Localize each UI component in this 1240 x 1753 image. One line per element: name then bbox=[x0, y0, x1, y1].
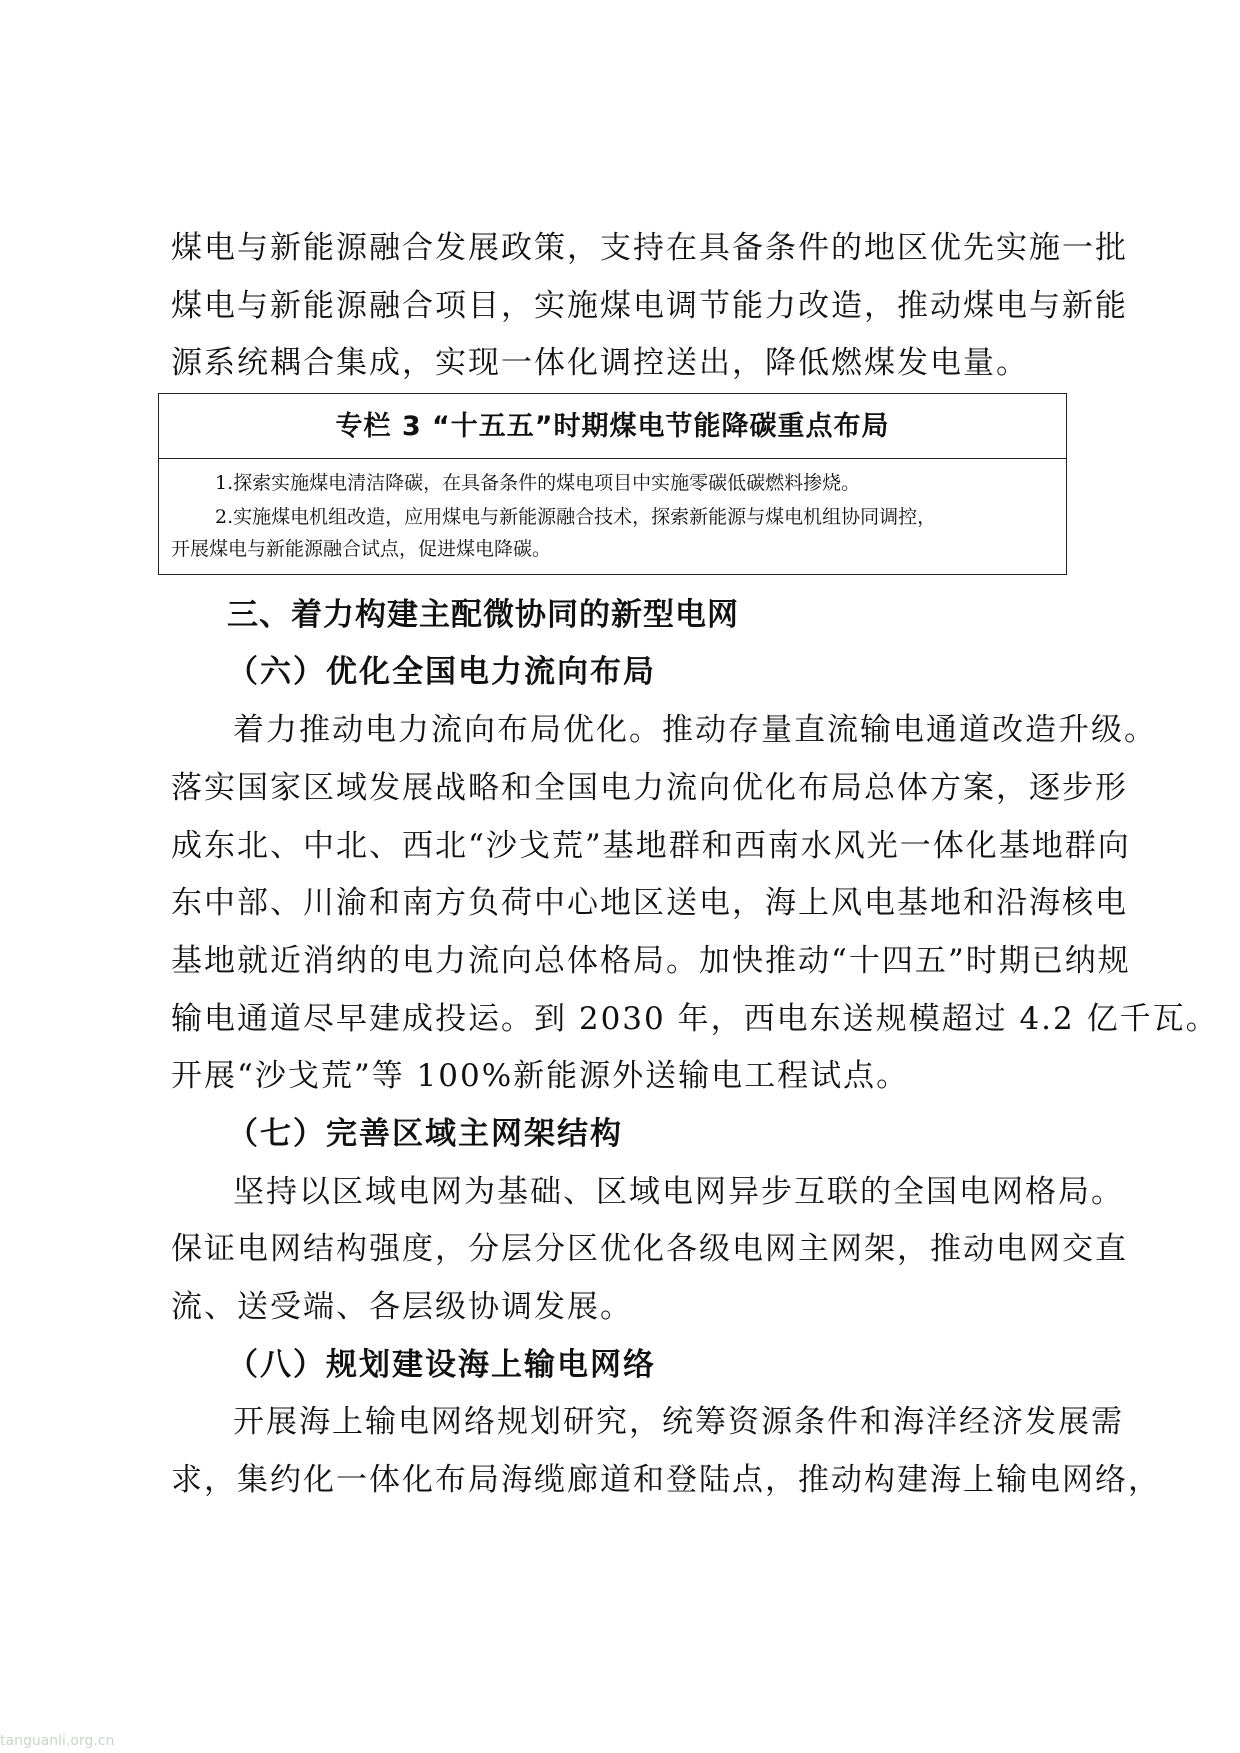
body-text-line: 落实国家区域发展战略和全国电力流向优化布局总体方案，逐步形 bbox=[171, 770, 1128, 806]
subsection-title: （六）优化全国电力流向布局 bbox=[227, 654, 656, 690]
special-column-title: 专栏 3 “十五五”时期煤电节能降碳重点布局 bbox=[159, 394, 1066, 459]
body-text-line: 坚持以区域电网为基础、区域电网异步互联的全国电网格局。 bbox=[233, 1174, 1124, 1210]
special-column-item: 1.探索实施煤电清洁降碳，在具备条件的煤电项目中实施零碳低碳燃料掺烧。 bbox=[215, 472, 861, 494]
watermark: tanguanli.org.cn bbox=[0, 1733, 115, 1749]
body-text-line: 煤电与新能源融合发展政策，支持在具备条件的地区优先实施一批 bbox=[171, 230, 1128, 266]
body-text-line: 保证电网结构强度，分层分区优化各级电网主网架，推动电网交直 bbox=[171, 1231, 1128, 1267]
special-column-box bbox=[158, 393, 1067, 575]
body-text-line: 开展海上输电网络规划研究，统筹资源条件和海洋经济发展需 bbox=[233, 1404, 1124, 1440]
body-text-line: 基地就近消纳的电力流向总体格局。加快推动“十四五”时期已纳规 bbox=[171, 943, 1131, 979]
body-text-line: 东中部、川渝和南方负荷中心地区送电，海上风电基地和沿海核电 bbox=[171, 885, 1128, 921]
special-column-item: 2.实施煤电机组改造，应用煤电与新能源融合技术，探索新能源与煤电机组协同调控， bbox=[215, 506, 937, 528]
section-heading: 三、着力构建主配微协同的新型电网 bbox=[227, 597, 739, 633]
body-text-line: 输电通道尽早建成投运。到 2030 年，西电东送规模超过 4.2 亿千瓦。 bbox=[171, 1001, 1219, 1037]
body-text-line: 源系统耦合集成，实现一体化调控送出，降低燃煤发电量。 bbox=[171, 345, 1029, 381]
body-text-line: 煤电与新能源融合项目，实施煤电调节能力改造，推动煤电与新能 bbox=[171, 288, 1128, 324]
body-text-line: 流、送受端、各层级协调发展。 bbox=[171, 1289, 633, 1325]
body-text-line: 着力推动电力流向布局优化。推动存量直流输电通道改造升级。 bbox=[233, 712, 1157, 748]
body-text-line: 开展“沙戈荒”等 100%新能源外送输电工程试点。 bbox=[171, 1058, 910, 1094]
body-text-line: 求，集约化一体化布局海缆廊道和登陆点，推动构建海上输电网络， bbox=[171, 1462, 1161, 1498]
special-column-item: 开展煤电与新能源融合试点，促进煤电降碳。 bbox=[171, 538, 552, 560]
subsection-title: （八）规划建设海上输电网络 bbox=[227, 1347, 656, 1383]
body-text-line: 成东北、中北、西北“沙戈荒”基地群和西南水风光一体化基地群向 bbox=[171, 828, 1131, 864]
subsection-title: （七）完善区域主网架结构 bbox=[227, 1116, 623, 1152]
